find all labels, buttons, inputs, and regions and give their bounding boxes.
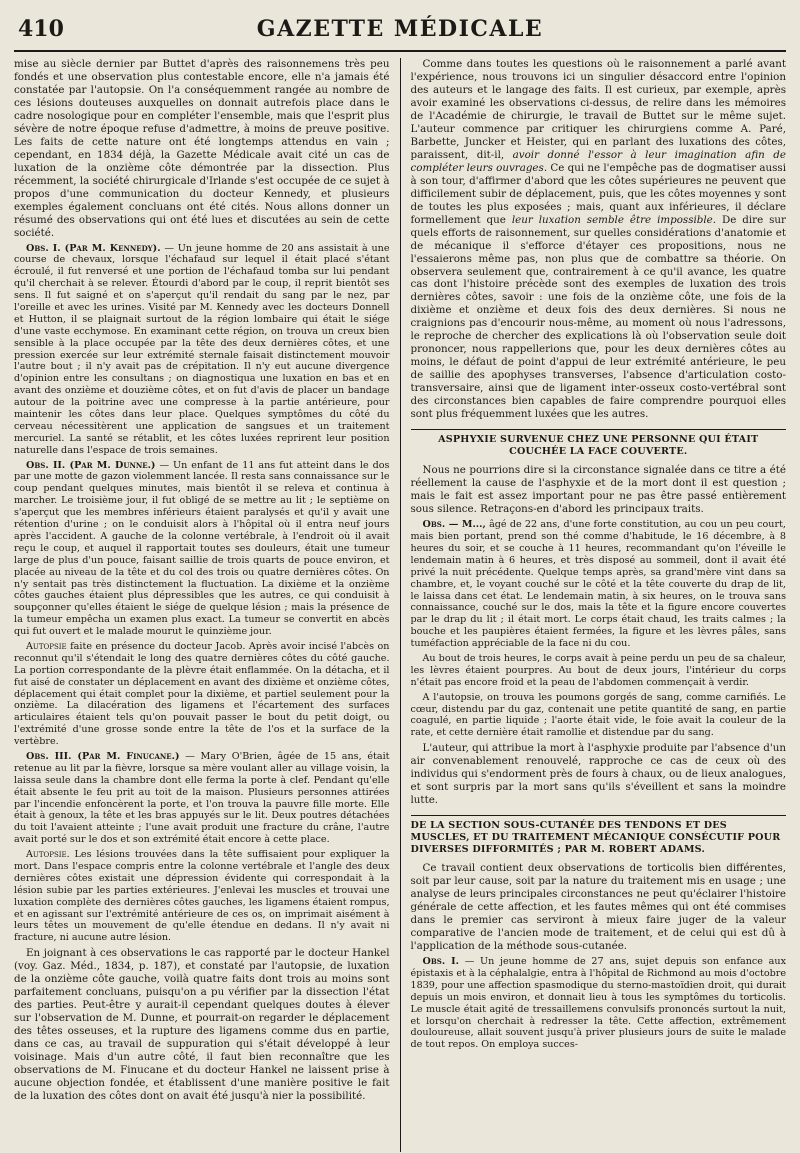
section-heading-text: DE LA SECTION SOUS-CUTANÉE DES TENDONS ET DES MUSCLES, ET DU TRAITEMENT MÉCANIQUE CONSÉCUTIF POUR DIVERSES DIFFORMITÉS ; xyxy=(410,820,781,856)
autopsy3-label: Autopsie. xyxy=(26,849,70,861)
obs-m-paragraph xyxy=(411,519,787,650)
autopsy2-text: faite en présence du docteur Jacob. Après avoir incisé l'abcès on reconnut qu'il s'étendait le long des quatre dernières côtes du côté gauche. La portion correspondante de la plèvre était enflammée. On la détacha, et il fut aisé de constater un déplacement en avant des dixième et onzième côtes, déplacement qui était complet pour la dixième, et partiel seulement pour la onzième. La dilacération des ligamens et l'écartement des surfaces articulaires étaient tels qu'on pouvait passer le bout du petit doigt, ou l'extrémité d'une grosse sonde entre la tête de l'os et la surface de la vertèbre. xyxy=(14,640,390,748)
buttet-paragraph xyxy=(411,58,787,421)
buttet-quote-1: avoir donné l'essor à leur imagination afin de compléter leurs ouvrages xyxy=(410,148,786,174)
columns xyxy=(14,58,786,1152)
autopsy-paragraph: A l'autopsie, on trouva les poumons gorgés de sang, comme carnifiés. Le cœur, distendu par du gaz, contenait une petite quantité de sang, en partie coagulé, en partie liquide ; l'aorte était vide, le foie avait la couleur de la rate, et cette dernière était ramollie et distendue par du sang. xyxy=(410,691,786,739)
obs1-label: Obs. I. (Par M. Kennedy). xyxy=(26,242,161,254)
right-column xyxy=(411,58,787,1152)
autopsy3-paragraph xyxy=(14,849,390,944)
obs2-paragraph xyxy=(14,460,390,638)
buttet-text-b: . Ce qui ne l'empêche pas de dogmatiser aussi à son tour, d'affirmer d'abord que les côtes supérieures ne peuvent que difficilement subir de déplacement, puis, que les côtes moyennes y sont de toutes les plus exposées ; mais, quant aux inférieures, il déclare formellement que xyxy=(410,161,786,226)
obs3-label: Obs. III. (Par M. Finucane.) xyxy=(26,750,180,762)
buttet-text-c: . De dire sur quels efforts de raisonnement, sur quelles considérations d'anatomie et de mécanique il s'efforce d'étayer ces propositions, nous ne l'essaierons même pas, non plus que de combattre sa théorie. On observera seulement que, contrairement à ce qu'il avance, les quatre cas dont l'histoire précède sont des exemples de luxation des trois dernières côtes, savoir : une fois de la onzième côte, une fois de la dixième et onzième et deux fois des deux dernières. Si nous ne craignions pas d'encourir nous-même, au moment où nous l'adressons, le reproche de chercher des explications là où l'observation seule doit prononcer, nous rappellerions que, pour les deux dernières côtes au moins, le défaut de point d'appui de leur extrémité antérieure, le peu de saillie des apophyses transverses, l'absence d'articulation costo-transversaire, ainsi que de ligament inter-osseux costo-vertébral sont des circonstances bien capables de faire comprendre pourquoi elles sont plus fréquemment luxées que les autres. xyxy=(410,213,786,421)
journal-title: GAZETTE MÉDICALE xyxy=(256,16,544,42)
obs-m-text: âgé de 22 ans, d'une forte constitution, au cou un peu court, mais bien portant, prend son thé comme d'habitude, le 16 décembre, à 8 heures du soir, et se couche à 11 heures, recommandant qu'on l'éveille le lendemain matin à 6 heures, et très disposé au sommeil, dont il avait été privé la nuit précédente. Quelque temps après, sa grand'mère vint dans sa chambre, et, le voyant couché sur le côté et la tête couverte du drap de lit, le laissa dans cet état. Le lendemain matin, à six heures, on le trouva sans connaissance, couché sur le dos, mais la tête et la figure encore couvertes par le drap du lit ; il était mort. Le corps était chaud, les traits calmes ; la bouche et les paupières étaient fermées, la figure et les lèvres pâles, sans tuméfaction appréciable de la face ni du cou. xyxy=(410,519,786,650)
travail-paragraph: Ce travail contient deux observations de torticolis bien différentes, soit par leur cause, soit par la nature du traitement mis en usage ; une analyse de leurs principales circonstances ne peut qu'éclairer l'histoire générale de cette affection, et les fautes mêmes qui ont été commises dans le premier cas serviront à mieux faire juger de la valeur comparative de l'ancien mode de traitement, et de celui qui est dû à l'application de la méthode sous-cutanée. xyxy=(410,862,786,953)
obs3-text: — Mary O'Brien, âgée de 15 ans, était retenue au lit par la fièvre, lorsque sa mère voulant aller au village voisin, la laissa seule dans la chambre dont elle ferma la porte à clef. Pendant qu'elle était absente le feu prit au toit de la maison. Plusieurs personnes attirées par l'incendie enfoncèrent la porte, et l'on trouva la pauvre fille morte. Elle était à genoux, la tête et les bras appuyés sur le lit. Deux poutres détachées du toit l'avaient atteinte ; l'une avait produit une fracture du crâne, l'autre avait porté sur le dos et son extrémité était encore à cette place. xyxy=(14,750,390,846)
page-number: 410 xyxy=(18,16,64,42)
asphyxie-heading: ASPHYXIE SURVENUE CHEZ UNE PERSONNE QUI ÉTAIT COUCHÉE LA FACE COUVERTE. xyxy=(411,429,787,458)
autopsy3-text: Les lésions trouvées dans la tête suffisaient pour expliquer la mort. Dans l'espace compris entre la colonne vertébrale et l'angle des deux dernières côtes existait une dépression évidente qui correspondait à la lésion subie par les parties extérieures. J'enlevai les muscles et trouvai une luxation complète des dernières côtes gauches, les ligamens étaient rompus, et en agissant sur l'extrémité antérieure de ces os, on imprimait aisément à leurs têtes un mouvement de qu'elle étendue en dedans. Il n'y avait ni fracture, ni aucune autre lésion. xyxy=(14,849,390,944)
obs1-paragraph xyxy=(14,243,390,457)
column-divider xyxy=(400,58,401,1152)
bout-paragraph: Au bout de trois heures, le corps avait à peine perdu un peu de sa chaleur, les lèvres étaient pourpres. Au bout de deux jours, l'intérieur du corps n'était pas encore froid et la peau de l'abdomen commençait à verdir. xyxy=(410,652,786,688)
obs-m-label: Obs. — M..., xyxy=(422,519,486,531)
obs1-text: — Un jeune homme de 20 ans assistait à une course de chevaux, lorsque l'échafaud sur lequel il était placé s'étant écroulé, il fut renversé et une portion de l'échafaud tomba sur lui pendant qu'il cherchait à se relever. Étourdi d'abord par le coup, il reprit bientôt ses sens. Il fut saigné et on s'aperçut qu'il rendait du sang par le nez, par l'oreille et avec les urines. Visité par M. Kennedy avec les docteurs Donnell et Hutton, il se plaignait surtout de la région lombaire qui était le siége d'une vaste ecchymose. En examinant cette région, on trouva un creux bien sensible à la place occupée par la tête des deux dernières côtes, et une pression exercée sur leur extrémité sternale faisait distinctement mouvoir l'autre bout ; il n'y avait pas de crépitation. Il n'y eut aucune divergence d'opinion entre les consultans ; on diagnostiqua une luxation en bas et en avant des onzième et douzième côtes, et on fut d'avis de placer un bandage autour de la poitrine avec une compresse à la partie antérieure, pour maintenir les côtes dans leur place. Quelques symptômes du côté du cerveau nécessitèrent une application de sangsues et un traitement mercuriel. La santé se rétablit, et les côtes luxées reprirent leur position naturelle dans l'espace de trois semaines. xyxy=(14,242,390,456)
obs2-text: — Un enfant de 11 ans fut atteint dans le dos par une motte de gazon violemment lancée. Il resta sans connaissance sur le coup pendant quelques minutes, mais bientôt il se releva et continua à marcher. Le troisième jour, il fut obligé de se mettre au lit ; le septième on s'aperçut que les membres inférieurs étaient paralysés et qu'il y avait une rétention d'urine ; on le conduisit alors à l'hôpital où il entra neuf jours après l'accident. A gauche de la colonne vertébrale, à l'endroit où il avait reçu le coup, et auquel il rapportait toutes ses douleurs, était une tumeur large de plus d'un pouce, faisant saillie de trois quarts de pouce environ, et placée au niveau de la tête et du col des trois ou quatre dernières côtes. On n'y sentait pas très distinctement la fluctuation. La dixième et la onzième côtes gauches étaient plus dépressibles que les autres, ce qui conduisit à soupçonner qu'elles étaient le siége de quelque lésion ; mais la présence de la tumeur empêcha un examen plus exact. La tumeur se convertit en abcès qui fut ouvert et le malade mourut le quinzième jour. xyxy=(14,459,390,638)
obs-last-text: — Un jeune homme de 27 ans, sujet depuis son enfance aux épistaxis et à la céphalalgie, entra à l'hôpital de Richmond au mois d'octobre 1839, pour une affection spasmodique du sterno-mastoïdien droit, qui durait depuis un mois environ, et donnait lieu à tous les symptômes du torticolis. Le muscle était agité de tressaillemens convulsifs prononcés surtout la nuit, et lorsqu'on cherchait à redresser la tête. Cette affection, extrêmement douloureuse, allait souvent jusqu'à priver plusieurs jours de suite le malade de tout repos. On employa succes- xyxy=(410,956,786,1051)
autopsy2-paragraph xyxy=(14,641,390,748)
obs3-paragraph xyxy=(14,751,390,846)
intro-paragraph: mise au siècle dernier par Buttet d'après des raisonnemens très peu fondés et une observation plus contestable encore, elle n'a jamais été constatée par l'autopsie. On l'a conséquemment rangée au nombre de ces lésions douteuses auxquelles on donnait autrefois place dans le cadre nosologique pour en compléter l'ensemble, mais que l'esprit plus sévère de notre époque refuse d'admettre, à moins de preuve positive. Les faits de cette nature ont été longtemps attendus en vain ; cependant, en 1834 déjà, la Gazette Médicale avait cité un cas de luxation de la onzième côte démontrée par la dissection. Plus récemment, la société chirurgicale d'Irlande s'est occupée de ce sujet à propos d'une communication du docteur Kennedy, et plusieurs exemples également concluans ont été cités. Nous allons donner un résumé des observations qui ont été lues et discutées au sein de cette société. xyxy=(14,58,390,239)
section-heading-author: PAR M. ROBERT ADAMS. xyxy=(564,844,705,856)
obs2-label: Obs. II. (Par M. Dunne.) xyxy=(26,459,156,471)
section-heading xyxy=(411,815,787,856)
page-header xyxy=(14,10,786,52)
left-column xyxy=(14,58,390,1152)
auteur-paragraph: L'auteur, qui attribue la mort à l'asphyxie produite par l'absence d'un air convenablement renouvelé, rapproche ce cas de ceux où des individus qui s'endorment près de fours à chaux, ou de lieux analogues, et sont surpris par la mort sans qu'ils s'éveillent et sans la moindre lutte. xyxy=(410,742,786,807)
obs-last-paragraph xyxy=(411,956,787,1051)
autopsy2-label: Autopsie xyxy=(26,640,67,652)
asphyxie-intro: Nous ne pourrions dire si la circonstance signalée dans ce titre a été réellement la cause de l'asphyxie et de la mort dont il est question ; mais le fait est assez important pour ne pas être passé entièrement sous silence. Retraçons-en d'abord les principaux traits. xyxy=(410,464,786,516)
buttet-text-a: Comme dans toutes les questions où le raisonnement a parlé avant l'expérience, nous trouvons ici un singulier désaccord entre l'opinion des auteurs et le langage des faits. Il est curieux, par exemple, après avoir examiné les observations ci-dessus, de relire dans les mémoires de l'Académie de chirurgie, le travail de Buttet sur le même sujet. L'auteur commence par critiquer les chirurgiens comme A. Paré, Barbette, Juncker et Heister, qui en parlant des luxations des côtes, paraissent, dit-il, xyxy=(410,58,786,161)
obs-last-label: Obs. I. xyxy=(422,956,459,968)
conclusion-paragraph: En joignant à ces observations le cas rapporté par le docteur Hankel (voy. Gaz. Méd., 1834, p. 187), et constaté par l'autopsie, de luxation de la onzième côte gauche, voilà quatre faits dont trois au moins sont parfaitement concluans, puisqu'on a pu vérifier par la dissection l'état des parties. Peut-être y aurait-il cependant quelques doutes à élever sur l'observation de M. Dunne, et pourrait-on regarder le déplacement des têtes osseuses, et la rupture des ligamens comme dus en partie, dans ce cas, au travail de suppuration qui s'était développé à leur voisinage. Mais d'un autre côté, il faut bien reconnaître que les observations de M. Finucane et du docteur Hankel ne laissent prise à aucune objection fondée, et établissent d'une manière positive le fait de la luxation des côtes dont on avait été jusqu'à nier la possibilité. xyxy=(14,947,390,1102)
buttet-quote-2: leur luxation semble être impossible xyxy=(511,213,713,226)
